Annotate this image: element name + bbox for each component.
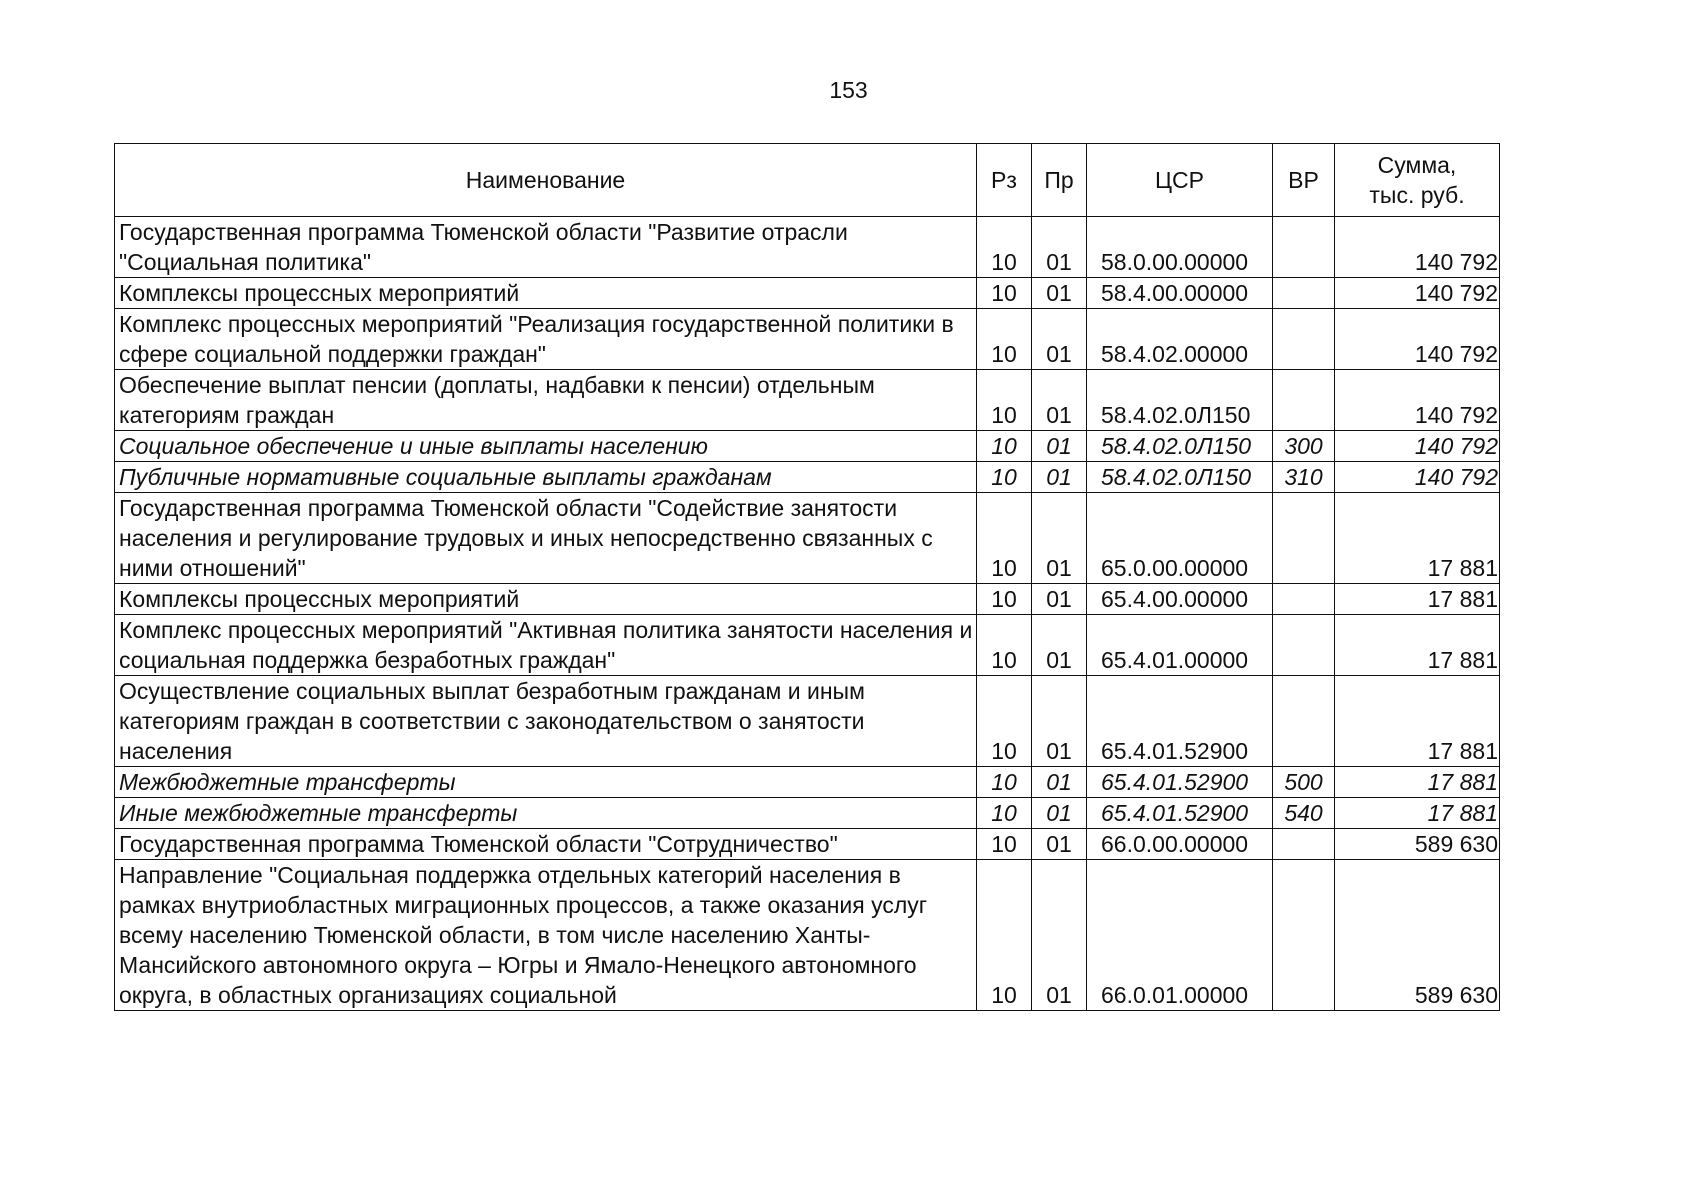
cell-vr (1273, 278, 1335, 309)
cell-name: Государственная программа Тюменской области "Содействие занятости населения и регулирование трудовых и иных непосредственно связанных с ними отношений" (115, 493, 977, 584)
table-body (115, 217, 1500, 1011)
cell-pr: 01 (1032, 462, 1087, 493)
cell-pr: 01 (1032, 278, 1087, 309)
cell-pr: 01 (1032, 829, 1087, 860)
cell-csr: 58.4.00.00000 (1087, 278, 1273, 309)
cell-pr: 01 (1032, 860, 1087, 1011)
table-row (115, 798, 1500, 829)
cell-name: Публичные нормативные социальные выплаты гражданам (115, 462, 977, 493)
cell-name: Государственная программа Тюменской области "Развитие отрасли "Социальная политика" (115, 217, 977, 278)
cell-pr: 01 (1032, 767, 1087, 798)
cell-csr: 58.4.02.0Л150 (1087, 462, 1273, 493)
cell-rz: 10 (977, 370, 1032, 431)
cell-pr: 01 (1032, 493, 1087, 584)
table-row (115, 431, 1500, 462)
cell-pr: 01 (1032, 370, 1087, 431)
cell-vr (1273, 615, 1335, 676)
cell-vr (1273, 217, 1335, 278)
header-rz: Рз (977, 144, 1032, 217)
cell-rz: 10 (977, 584, 1032, 615)
cell-csr: 65.4.01.52900 (1087, 798, 1273, 829)
cell-pr: 01 (1032, 676, 1087, 767)
cell-vr: 540 (1273, 798, 1335, 829)
table-row (115, 829, 1500, 860)
page-number: 153 (829, 77, 868, 103)
cell-name: Межбюджетные трансферты (115, 767, 977, 798)
cell-sum: 17 881 (1335, 798, 1500, 829)
cell-rz: 10 (977, 309, 1032, 370)
cell-sum: 140 792 (1335, 462, 1500, 493)
table-row (115, 217, 1500, 278)
table-row (115, 767, 1500, 798)
table-row (115, 370, 1500, 431)
cell-csr: 65.4.01.00000 (1087, 615, 1273, 676)
cell-name: Осуществление социальных выплат безработным гражданам и иным категориям граждан в соответствии с законодательством о занятости населения (115, 676, 977, 767)
cell-sum: 140 792 (1335, 217, 1500, 278)
budget-table (114, 143, 1500, 1011)
cell-name: Обеспечение выплат пенсии (доплаты, надбавки к пенсии) отдельным категориям граждан (115, 370, 977, 431)
cell-csr: 65.4.01.52900 (1087, 767, 1273, 798)
cell-sum: 589 630 (1335, 829, 1500, 860)
cell-pr: 01 (1032, 798, 1087, 829)
table-row (115, 860, 1500, 1011)
cell-name: Направление "Социальная поддержка отдельных категорий населения в рамках внутриобластных миграционных процессов, а также оказания услуг всему населению Тюменской области, в том числе населению Ханты-Мансийского автономного округа – Югры и Ямало-Ненецкого автономного округа, в областных организациях социальной (115, 860, 977, 1011)
cell-csr: 66.0.01.00000 (1087, 860, 1273, 1011)
header-vr: ВР (1273, 144, 1335, 217)
cell-csr: 58.4.02.0Л150 (1087, 431, 1273, 462)
cell-name: Комплекс процессных мероприятий "Реализация государственной политики в сфере социальной поддержки граждан" (115, 309, 977, 370)
cell-sum: 140 792 (1335, 309, 1500, 370)
table-row (115, 493, 1500, 584)
cell-rz: 10 (977, 278, 1032, 309)
cell-rz: 10 (977, 860, 1032, 1011)
cell-csr: 65.4.01.52900 (1087, 676, 1273, 767)
table-row (115, 584, 1500, 615)
cell-name: Комплексы процессных мероприятий (115, 584, 977, 615)
table-row (115, 462, 1500, 493)
cell-csr: 66.0.00.00000 (1087, 829, 1273, 860)
cell-name: Комплексы процессных мероприятий (115, 278, 977, 309)
table-row (115, 309, 1500, 370)
cell-pr: 01 (1032, 309, 1087, 370)
cell-name: Комплекс процессных мероприятий "Активная политика занятости населения и социальная поддержка безработных граждан" (115, 615, 977, 676)
cell-pr: 01 (1032, 431, 1087, 462)
table-row (115, 615, 1500, 676)
cell-rz: 10 (977, 767, 1032, 798)
table-row (115, 278, 1500, 309)
cell-pr: 01 (1032, 217, 1087, 278)
cell-name: Государственная программа Тюменской области "Сотрудничество" (115, 829, 977, 860)
cell-csr: 58.4.02.0Л150 (1087, 370, 1273, 431)
cell-sum: 17 881 (1335, 615, 1500, 676)
cell-vr (1273, 370, 1335, 431)
cell-rz: 10 (977, 615, 1032, 676)
header-sum-line1: Сумма, (1377, 152, 1457, 178)
header-sum (1335, 144, 1500, 217)
cell-vr (1273, 676, 1335, 767)
cell-rz: 10 (977, 431, 1032, 462)
cell-sum: 140 792 (1335, 370, 1500, 431)
cell-vr (1273, 829, 1335, 860)
cell-vr (1273, 860, 1335, 1011)
cell-vr (1273, 584, 1335, 615)
cell-rz: 10 (977, 798, 1032, 829)
cell-csr: 58.0.00.00000 (1087, 217, 1273, 278)
cell-name: Иные межбюджетные трансферты (115, 798, 977, 829)
cell-vr: 500 (1273, 767, 1335, 798)
header-name: Наименование (115, 144, 977, 217)
cell-rz: 10 (977, 676, 1032, 767)
cell-rz: 10 (977, 462, 1032, 493)
cell-csr: 65.0.00.00000 (1087, 493, 1273, 584)
cell-pr: 01 (1032, 584, 1087, 615)
cell-sum: 17 881 (1335, 493, 1500, 584)
table-header-row (115, 144, 1500, 217)
cell-sum: 589 630 (1335, 860, 1500, 1011)
cell-sum: 17 881 (1335, 676, 1500, 767)
cell-csr: 58.4.02.00000 (1087, 309, 1273, 370)
table-row (115, 676, 1500, 767)
cell-csr: 65.4.00.00000 (1087, 584, 1273, 615)
cell-vr (1273, 309, 1335, 370)
cell-rz: 10 (977, 493, 1032, 584)
cell-vr: 310 (1273, 462, 1335, 493)
header-pr: Пр (1032, 144, 1087, 217)
cell-sum: 17 881 (1335, 767, 1500, 798)
header-csr: ЦСР (1087, 144, 1273, 217)
cell-rz: 10 (977, 217, 1032, 278)
cell-sum: 140 792 (1335, 431, 1500, 462)
cell-sum: 140 792 (1335, 278, 1500, 309)
cell-pr: 01 (1032, 615, 1087, 676)
header-sum-line2: тыс. руб. (1369, 182, 1465, 208)
cell-vr (1273, 493, 1335, 584)
cell-vr: 300 (1273, 431, 1335, 462)
cell-sum: 17 881 (1335, 584, 1500, 615)
cell-rz: 10 (977, 829, 1032, 860)
cell-name: Социальное обеспечение и иные выплаты населению (115, 431, 977, 462)
